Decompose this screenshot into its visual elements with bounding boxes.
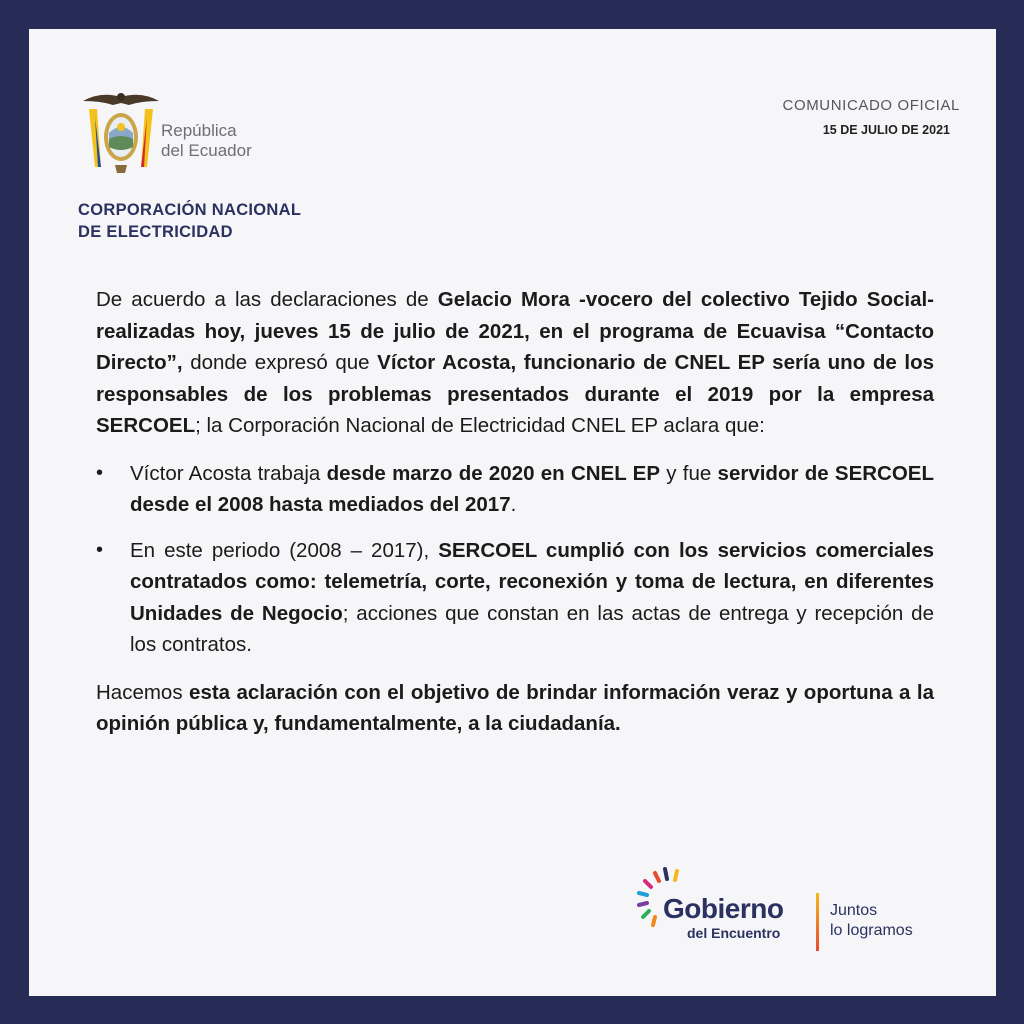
bold-text-run: Gelacio Mora -vocero del colectivo Tejido Social- realizadas hoy, jueves 15 de julio de 2021, en el programa de Ecuavisa “Contacto Directo”,: [96, 288, 934, 374]
republic-line-2: del Ecuador: [161, 141, 252, 160]
clarification-list: [96, 458, 934, 661]
government-slogan: [830, 901, 913, 941]
government-subtitle: del Encuentro: [687, 925, 781, 941]
text-run: .: [510, 493, 517, 516]
bold-text-run: SERCOEL cumplió con los servicios comerciales contratados como: telemetría, corte, reconexión y toma de lectura, en diferentes Unidades de Negocio: [130, 538, 934, 625]
republic-wordmark: [161, 121, 252, 161]
organization-line-1: CORPORACIÓN NACIONAL: [78, 201, 302, 219]
intro-paragraph: [96, 284, 934, 442]
organization-line-2: DE ELECTRICIDAD: [78, 223, 233, 241]
bold-text-run: esta aclaración con el objetivo de brindar información veraz y oportuna a la opinión pública y, fundamentalmente, a la ciudadanía.: [96, 680, 935, 735]
ecuador-coat-of-arms-icon: [81, 87, 161, 179]
text-run: Víctor Acosta trabaja: [130, 461, 327, 485]
slogan-line-1: Juntos: [830, 902, 878, 919]
slogan-line-2: lo logramos: [830, 922, 913, 939]
list-item: [96, 458, 934, 521]
bold-text-run: servidor de SERCOEL desde el 2008 hasta mediados del 2017: [130, 461, 934, 516]
closing-paragraph: [96, 677, 934, 740]
bold-text-run: desde marzo de 2020 en CNEL EP: [326, 461, 660, 485]
text-run: ; acciones que constan en las actas de entrega y recepción de los contratos.: [130, 601, 934, 656]
text-run: De acuerdo a las declaraciones de: [96, 288, 438, 311]
organization-name: [78, 199, 301, 243]
communique-body: [96, 284, 934, 756]
bullet-marker: •: [96, 461, 104, 484]
text-run: y fue: [660, 461, 718, 485]
document-date: 15 DE JULIO DE 2021: [822, 123, 950, 137]
bullet-text: [130, 539, 934, 657]
text-run: Hacemos: [96, 680, 190, 704]
communique-page: [29, 29, 996, 996]
bullet-marker: •: [96, 538, 104, 561]
republic-line-1: República: [161, 121, 237, 140]
government-name: Gobierno: [663, 893, 784, 924]
logo-divider: [816, 893, 819, 951]
bold-text-run: Víctor Acosta, funcionario de CNEL EP sería uno de los responsables de los problemas presentados durante el 2019 por la empresa SERCOEL: [96, 351, 934, 437]
document-type: COMUNICADO OFICIAL: [782, 97, 960, 114]
text-run: donde expresó que: [182, 351, 378, 374]
list-item: [96, 535, 934, 661]
text-run: En este periodo (2008 – 2017),: [130, 538, 439, 562]
bullet-text: [130, 462, 934, 517]
text-run: ; la Corporación Nacional de Electricidad CNEL EP aclara que:: [195, 414, 765, 437]
